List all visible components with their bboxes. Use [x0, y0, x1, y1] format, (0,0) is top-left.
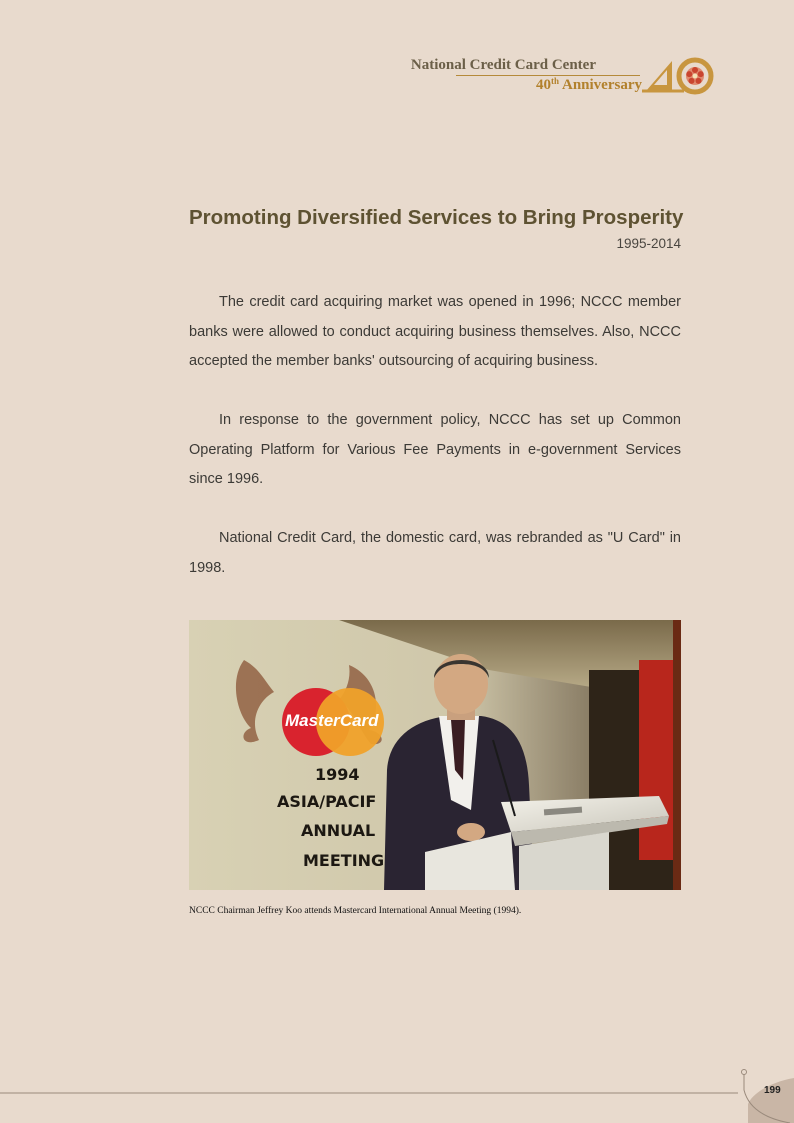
- section-title: Promoting Diversified Services to Bring Prosperity: [189, 206, 684, 229]
- anniversary-number: 40: [536, 77, 552, 93]
- banner-region: ASIA/PACIF: [277, 792, 377, 811]
- banner-year: 1994: [315, 765, 360, 784]
- paragraph-acquiring-market: The credit card acquiring market was opened in 1996; NCCC member banks were allowed to conduct acquiring business themselves. Also, NCCC accepted the member banks' outsourcing of acquiring business.: [189, 294, 681, 369]
- banner-meeting: MEETING: [303, 851, 385, 870]
- mastercard-logo-text: MasterCard: [285, 711, 379, 730]
- paragraph-e-government: In response to the government policy, NCCC has set up Common Operating Platform for Various Fee Payments in e-government Services since 1996.: [189, 412, 681, 487]
- org-name: National Credit Card Center: [410, 57, 596, 73]
- meeting-photo: [189, 620, 681, 890]
- section-years: 1995-2014: [616, 236, 681, 251]
- anniversary-label: [536, 76, 642, 94]
- anniversary-word: Anniversary: [562, 77, 642, 93]
- page-number: 199: [764, 1085, 781, 1096]
- paragraph-u-card: National Credit Card, the domestic card, was rebranded as "U Card" in 1998.: [189, 530, 681, 576]
- anniversary-40-emblem: [642, 55, 718, 97]
- footer-decoration: [0, 1060, 794, 1123]
- anniversary-suffix: th: [551, 76, 560, 86]
- photo-caption: NCCC Chairman Jeffrey Koo attends Mastercard International Annual Meeting (1994).: [189, 906, 522, 916]
- header-logo: [410, 55, 718, 97]
- banner-annual: ANNUAL: [301, 821, 376, 840]
